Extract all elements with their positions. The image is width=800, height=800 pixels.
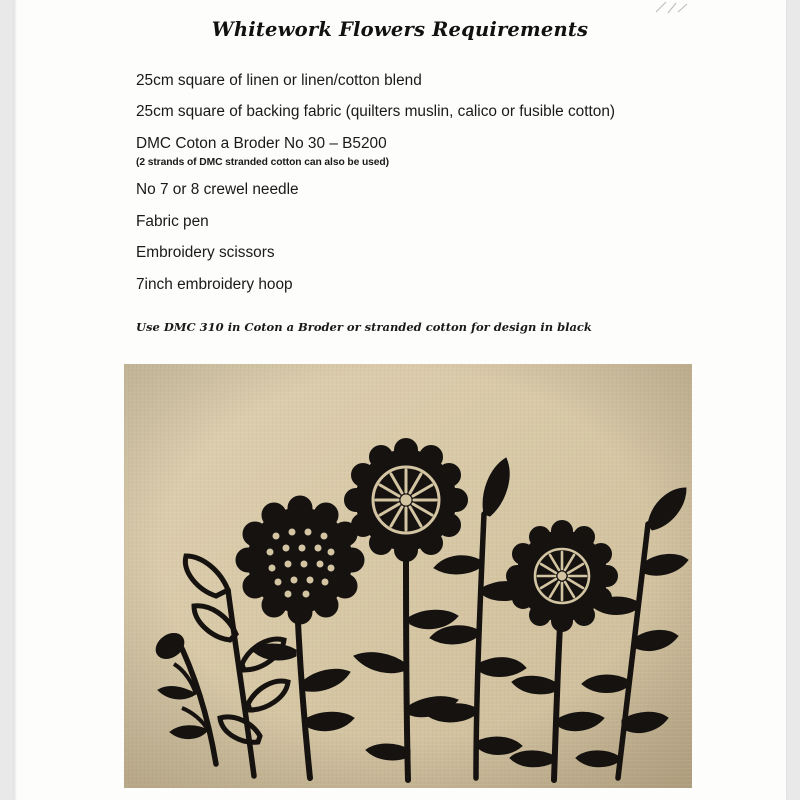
requirements-list [136,72,696,307]
list-item: 25cm square of backing fabric (quilters muslin, calico or fusible cotton) [136,103,616,121]
list-item: No 7 or 8 crewel needle [136,181,299,199]
list-item: DMC Coton a Broder No 30 – B5200 [136,134,387,152]
list-item: Embroidery scissors [136,244,275,262]
thread-substitution-note: (2 strands of DMC stranded cotton can also be used) [136,157,389,169]
list-item: 25cm square of linen or linen/cotton blend [136,72,422,89]
embroidery-sample-photo [124,364,692,788]
pencil-scribble-mark [654,0,694,16]
page-title: Whitework Flowers Requirements [211,18,589,41]
list-item: Fabric pen [136,212,209,230]
embroidery-illustration [124,364,692,788]
footer-note: Use DMC 310 in Coton a Broder or stranded cotton for design in black [136,320,592,334]
paper-sheet [14,0,786,800]
list-item: 7inch embroidery hoop [136,275,293,293]
